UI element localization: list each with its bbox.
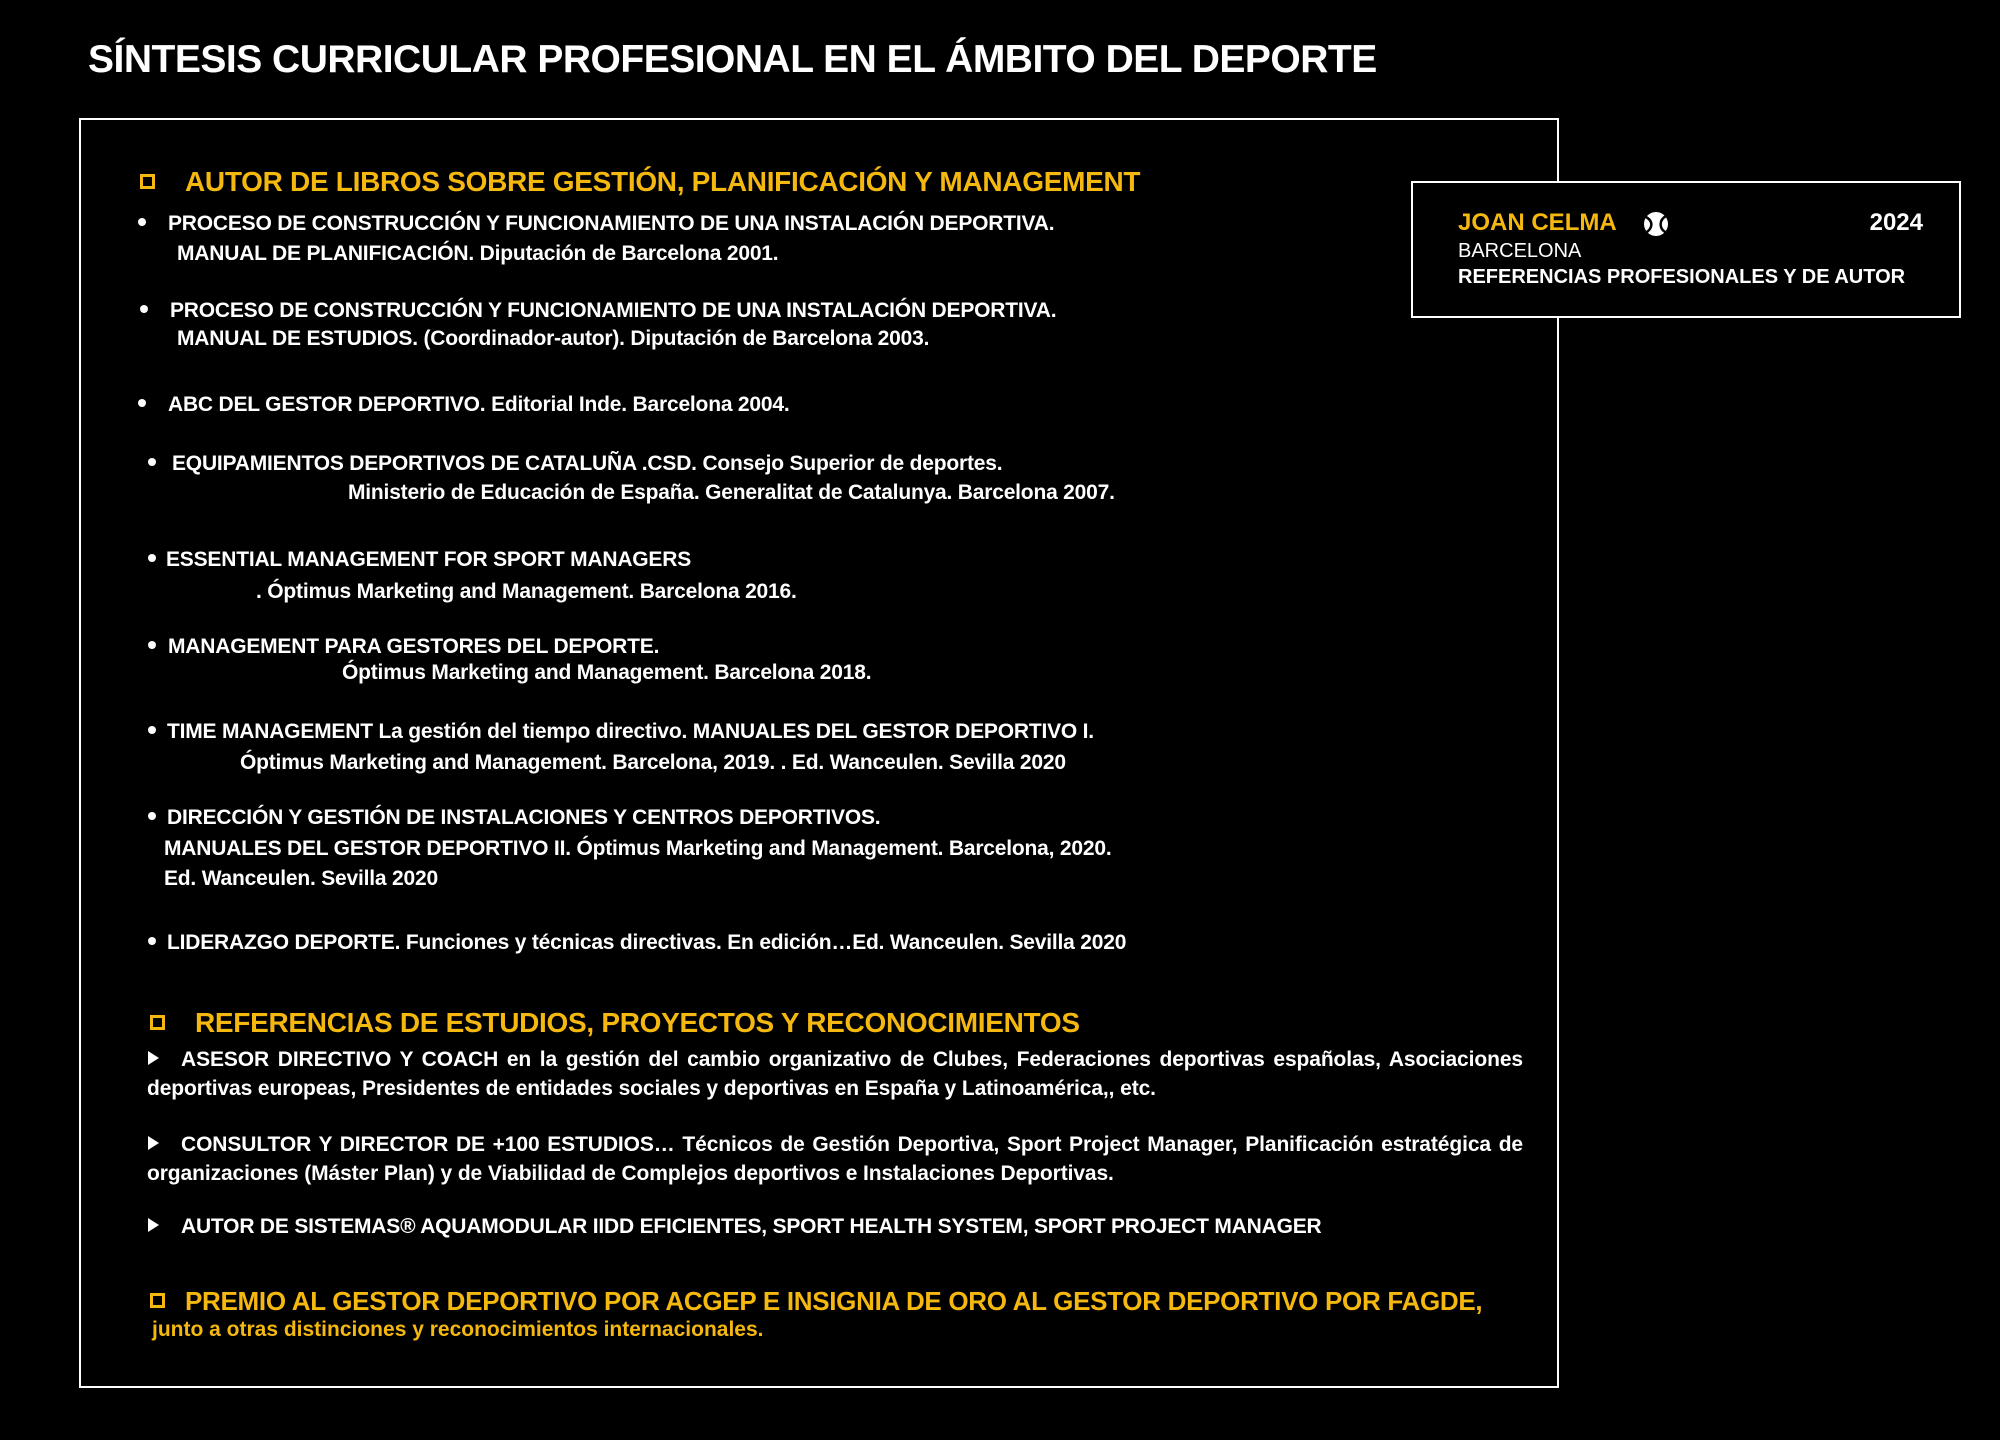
bullet-icon (138, 399, 146, 407)
book-item-6-line2: Óptimus Marketing and Management. Barcelona 2018. (342, 661, 872, 684)
bullet-icon (148, 812, 156, 820)
reference-item-1: ASESOR DIRECTIVO Y COACH en la gestión del cambio organizativo de Clubes, Federaciones deportivas españolas, Asociaciones deportivas europeas, Presidentes de entidades sociales y deportivas en España y Latinoamérica,, etc. (147, 1048, 1523, 1100)
bullet-icon (148, 641, 156, 649)
author-year: 2024 (1869, 209, 1923, 236)
reference-item-3: AUTOR DE SISTEMAS® AQUAMODULAR IIDD EFICIENTES, SPORT HEALTH SYSTEM, SPORT PROJECT MANAGER (148, 1215, 1322, 1239)
bullet-icon (138, 218, 146, 226)
references-heading (150, 1007, 1080, 1039)
book-item-4-line1: EQUIPAMIENTOS DEPORTIVOS DE CATALUÑA .CSD. Consejo Superior de deportes. (148, 452, 1002, 476)
bullet-icon (148, 554, 156, 562)
book-item-9-line1: LIDERAZGO DEPORTE. Funciones y técnicas directivas. En edición…Ed. Wanceulen. Sevilla 2020 (148, 931, 1126, 955)
arrow-right-icon (148, 1218, 159, 1232)
bullet-icon (140, 305, 148, 313)
award-heading (150, 1286, 1482, 1317)
arrow-right-icon (148, 1051, 159, 1065)
book-item-7-line2: Óptimus Marketing and Management. Barcelona, 2019. . Ed. Wanceulen. Sevilla 2020 (240, 751, 1066, 774)
award-heading-text: PREMIO AL GESTOR DEPORTIVO POR ACGEP E INSIGNIA DE ORO AL GESTOR DEPORTIVO POR FAGDE, (185, 1286, 1483, 1316)
author-card (1411, 181, 1961, 318)
book-item-7-line1: TIME MANAGEMENT La gestión del tiempo directivo. MANUALES DEL GESTOR DEPORTIVO I. (148, 720, 1094, 744)
bullet-icon (148, 937, 156, 945)
book-item-8-line1: DIRECCIÓN Y GESTIÓN DE INSTALACIONES Y CENTROS DEPORTIVOS. (148, 806, 880, 830)
author-name: JOAN CELMA (1458, 209, 1617, 236)
arrow-right-icon (148, 1136, 159, 1150)
reference-item-2: CONSULTOR Y DIRECTOR DE +100 ESTUDIOS… Técnicos de Gestión Deportiva, Sport Project Manager, Planificación estratégica de organizaciones (Máster Plan) y de Viabilidad de Complejos deportivos e Instalaciones Deportivas. (147, 1133, 1523, 1185)
book-item-5-line1: ESSENTIAL MANAGEMENT FOR SPORT MANAGERS (148, 548, 691, 572)
book-item-2-line1: PROCESO DE CONSTRUCCIÓN Y FUNCIONAMIENTO DE UNA INSTALACIÓN DEPORTIVA. (140, 299, 1056, 323)
tennis-ball-icon (1643, 211, 1669, 237)
book-item-8-line3: Ed. Wanceulen. Sevilla 2020 (164, 867, 438, 890)
book-item-1-line2: MANUAL DE PLANIFICACIÓN. Diputación de Barcelona 2001. (177, 242, 779, 265)
references-heading-text: REFERENCIAS DE ESTUDIOS, PROYECTOS Y RECONOCIMIENTOS (195, 1007, 1080, 1038)
author-city: BARCELONA (1458, 240, 1582, 262)
bullet-icon (148, 726, 156, 734)
book-item-4-line2: Ministerio de Educación de España. Generalitat de Catalunya. Barcelona 2007. (348, 481, 1115, 504)
book-item-6-line1: MANAGEMENT PARA GESTORES DEL DEPORTE. (148, 635, 659, 659)
book-item-3-line1: ABC DEL GESTOR DEPORTIVO. Editorial Inde. Barcelona 2004. (138, 393, 789, 417)
checkbox-square-icon (150, 1015, 165, 1030)
award-subtext: junto a otras distinciones y reconocimientos internacionales. (152, 1318, 764, 1341)
book-item-5-line2: . Óptimus Marketing and Management. Barcelona 2016. (256, 580, 797, 603)
book-item-1-line1: PROCESO DE CONSTRUCCIÓN Y FUNCIONAMIENTO DE UNA INSTALACIÓN DEPORTIVA. (138, 212, 1054, 236)
books-heading (140, 166, 1140, 198)
book-item-2-line2: MANUAL DE ESTUDIOS. (Coordinador-autor). Diputación de Barcelona 2003. (177, 327, 930, 350)
page-title: SÍNTESIS CURRICULAR PROFESIONAL EN EL ÁMBITO DEL DEPORTE (88, 38, 1377, 81)
author-subtitle: REFERENCIAS PROFESIONALES Y DE AUTOR (1458, 266, 1906, 288)
bullet-icon (148, 458, 156, 466)
checkbox-square-icon (150, 1293, 165, 1308)
books-heading-text: AUTOR DE LIBROS SOBRE GESTIÓN, PLANIFICACIÓN Y MANAGEMENT (185, 166, 1141, 197)
book-item-8-line2: MANUALES DEL GESTOR DEPORTIVO II. Óptimus Marketing and Management. Barcelona, 2020. (164, 837, 1112, 860)
checkbox-square-icon (140, 174, 155, 189)
